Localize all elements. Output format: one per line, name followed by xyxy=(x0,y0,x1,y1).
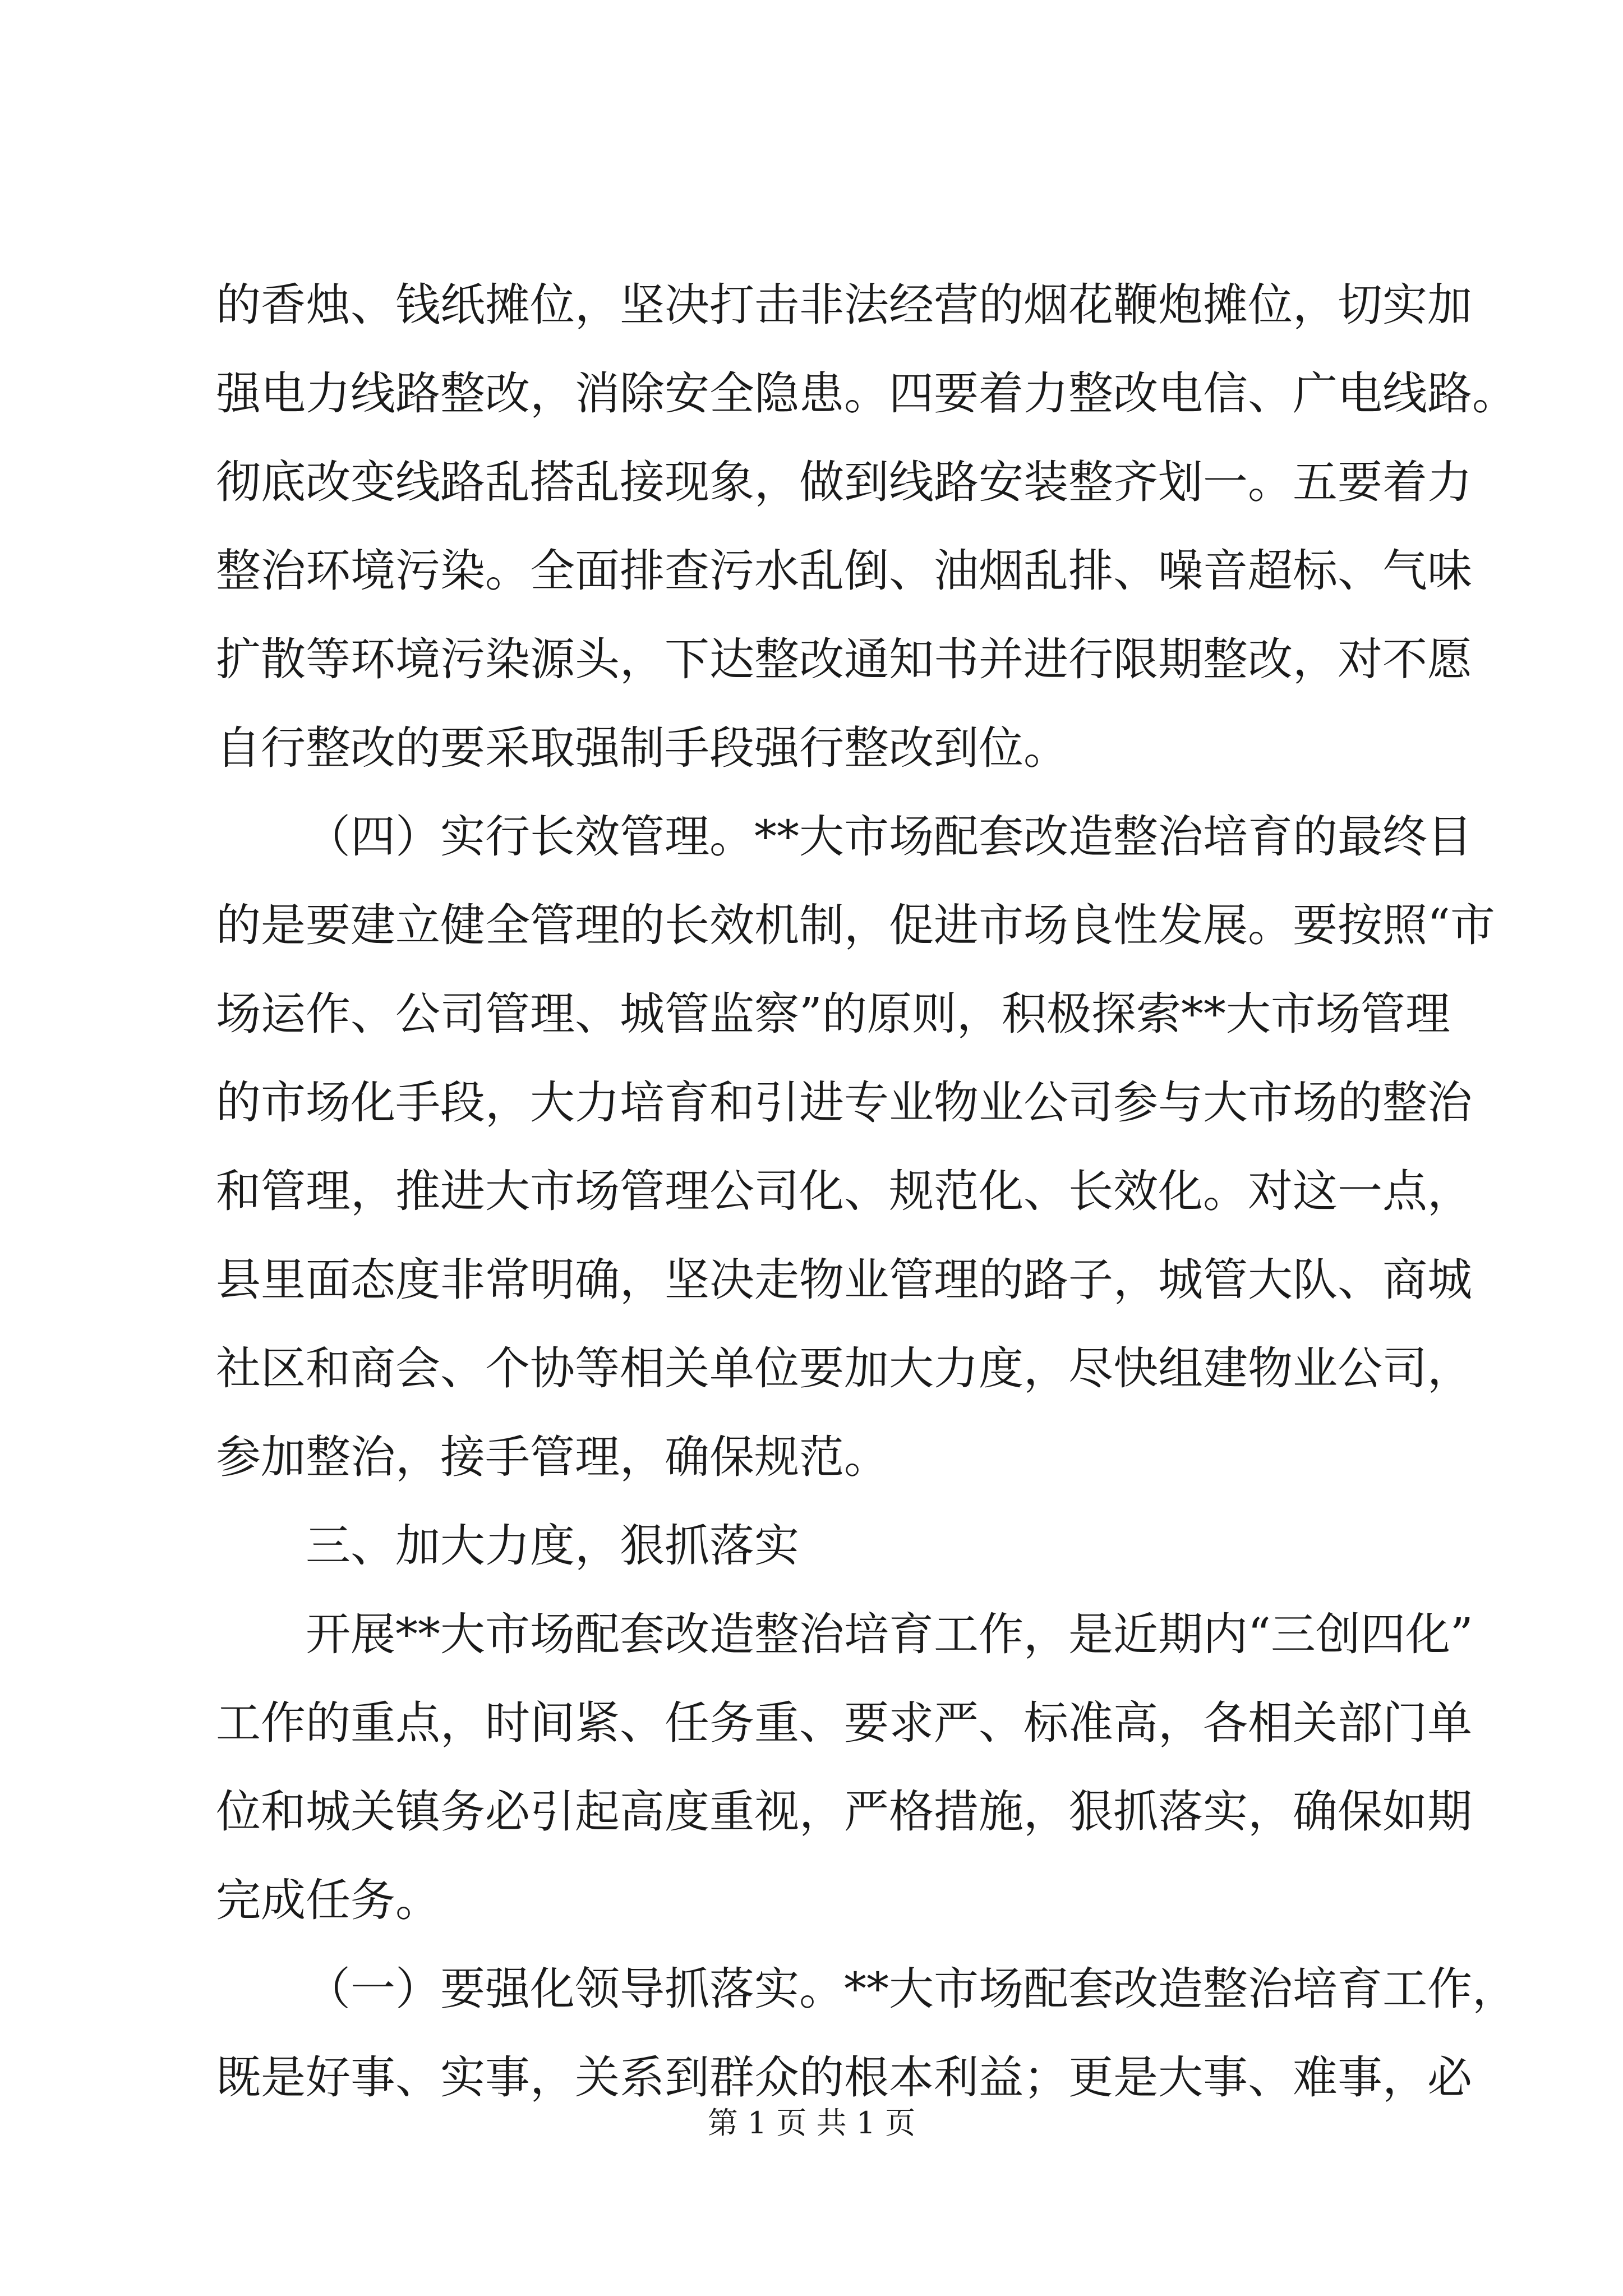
text-line-17: 工作的重点，时间紧、任务重、要求严、标准高，各相关部门单 xyxy=(216,1697,1472,1749)
page-footer: 第 1 页 共 1 页 xyxy=(707,2105,916,2141)
text-line-8: 的是要建立健全管理的长效机制，促进市场良性发展。要按照“市 xyxy=(216,899,1495,951)
text-line-4: 整治环境污染。全面排查污水乱倒、油烟乱排、噪音超标、气味 xyxy=(216,545,1472,597)
text-line-18: 位和城关镇务必引起高度重视，严格措施，狠抓落实，确保如期 xyxy=(216,1786,1472,1838)
text-line-11: 和管理，推进大市场管理公司化、规范化、长效化。对这一点， xyxy=(216,1165,1472,1217)
text-line-13: 社区和商会、个协等相关单位要加大力度，尽快组建物业公司， xyxy=(216,1342,1472,1395)
text-line-21: 既是好事、实事，关系到群众的根本利益；更是大事、难事，必 xyxy=(216,2051,1472,2104)
text-line-14: 参加整治，接手管理，确保规范。 xyxy=(216,1431,889,1483)
text-line-19: 完成任务。 xyxy=(216,1874,440,1926)
text-line-2: 强电力线路整改，消除安全隐患。四要着力整改电信、广电线路。 xyxy=(216,367,1517,420)
document-body xyxy=(216,261,1517,2122)
text-line-6: 自行整改的要采取强制手段强行整改到位。 xyxy=(216,722,1068,774)
section-heading: 三、加大力度，狠抓落实 xyxy=(306,1520,799,1572)
text-line-16: 开展**大市场配套改造整治培育工作，是近期内“三创四化” xyxy=(306,1608,1473,1660)
text-line-9: 场运作、公司管理、城管监察”的原则，积极探索**大市场管理 xyxy=(216,988,1450,1040)
text-line-7: （四）实行长效管理。**大市场配套改造整治培育的最终目 xyxy=(306,811,1472,863)
text-line-3: 彻底改变线路乱搭乱接现象，做到线路安装整齐划一。五要着力 xyxy=(216,456,1472,508)
text-line-20: （一）要强化领导抓落实。**大市场配套改造整治培育工作， xyxy=(306,1963,1517,2015)
text-line-1: 的香烛、钱纸摊位，坚决打击非法经营的烟花鞭炮摊位，切实加 xyxy=(216,279,1472,331)
text-line-5: 扩散等环境污染源头，下达整改通知书并进行限期整改，对不愿 xyxy=(216,633,1472,685)
text-line-12: 县里面态度非常明确，坚决走物业管理的路子，城管大队、商城 xyxy=(216,1254,1472,1306)
text-line-10: 的市场化手段，大力培育和引进专业物业公司参与大市场的整治 xyxy=(216,1076,1472,1129)
